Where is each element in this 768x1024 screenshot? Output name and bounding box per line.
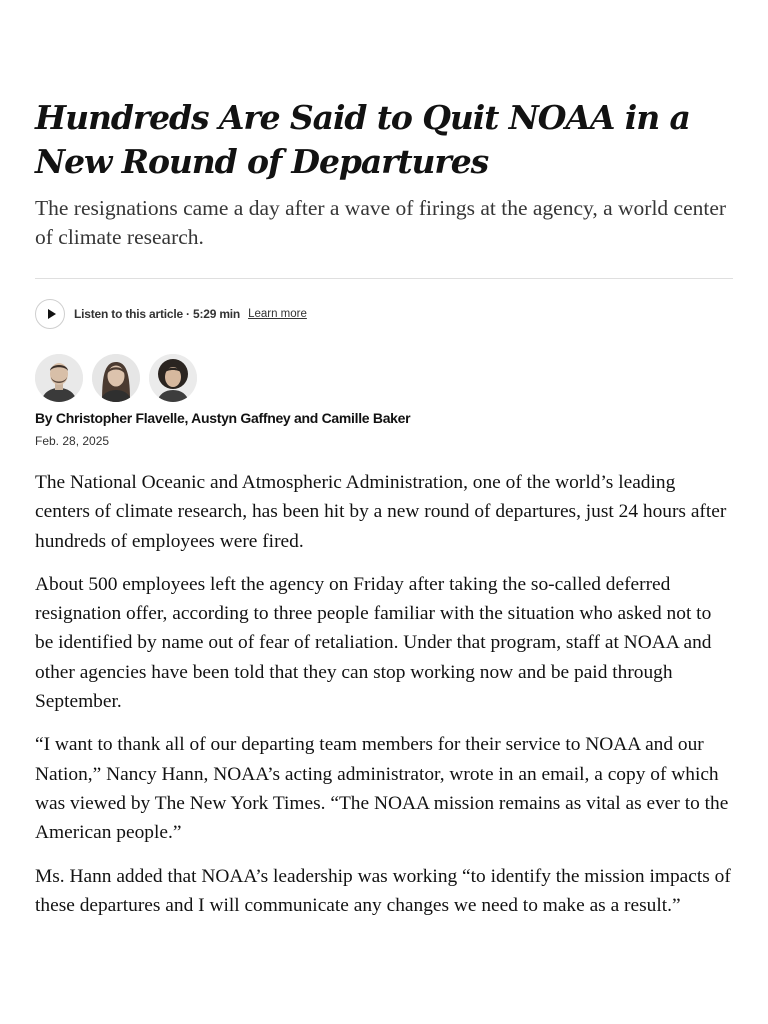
byline-separator: and [290, 410, 322, 426]
author-link-christopher-flavelle[interactable]: Christopher Flavelle [55, 410, 185, 426]
byline-separator: , [184, 410, 192, 426]
author-photo-icon [35, 354, 83, 402]
play-audio-button[interactable] [35, 299, 65, 329]
article-paragraph: The National Oceanic and Atmospheric Administration, one of the world’s leading centers of climate research, has been hit by a new round of departures, just 24 hours after hundreds of employees were fired. [35, 472, 727, 552]
author-avatar-austyn-gaffney[interactable] [92, 354, 140, 402]
listen-duration: 5:29 min [192, 307, 241, 321]
article-body [35, 468, 733, 934]
article-paragraph: About 500 employees left the agency on Friday after taking the so-called deferred resignation offer, according to three people familiar with the situation who asked not to be identified by name out of fear of retaliation. Under that program, staff at NOAA and other agencies have been told that they can stop working now and be paid through September. [35, 573, 712, 713]
author-photo-icon [149, 354, 197, 402]
listen-label: Listen to this article [74, 307, 183, 321]
learn-more-link[interactable]: Learn more [248, 308, 307, 320]
article-paragraph: Ms. Hann added that NOAA’s leadership was working “to identify the mission impacts of these departures and I will communicate any changes we need to make as a result.” [35, 865, 731, 916]
author-link-austyn-gaffney[interactable]: Austyn Gaffney [191, 410, 291, 426]
author-link-camille-baker[interactable]: Camille Baker [321, 410, 411, 426]
byline [35, 410, 410, 426]
author-photo-icon [92, 354, 140, 402]
header-divider [35, 278, 733, 279]
byline-prefix: By [35, 410, 56, 426]
article-paragraph: “I want to thank all of our departing team members for their service to NOAA and our Nation,” Nancy Hann, NOAA’s acting administrator, wrote in an email, a copy of which was viewed by The New York Times. “The NOAA mission remains as vital as ever to the American people.” [35, 734, 729, 844]
article-summary: The resignations came a day after a wave of firings at the agency, a world center of climate research. [35, 196, 727, 249]
publish-date: Feb. 28, 2025 [35, 434, 110, 448]
article-headline: Hundreds Are Said to Quit NOAA in a New Round of Departures [35, 98, 690, 181]
author-avatar-christopher-flavelle[interactable] [35, 354, 83, 402]
author-avatar-camille-baker[interactable] [149, 354, 197, 402]
play-icon [48, 309, 56, 319]
author-avatars [35, 354, 206, 402]
listen-bar [35, 298, 307, 330]
listen-separator: · [185, 307, 190, 321]
